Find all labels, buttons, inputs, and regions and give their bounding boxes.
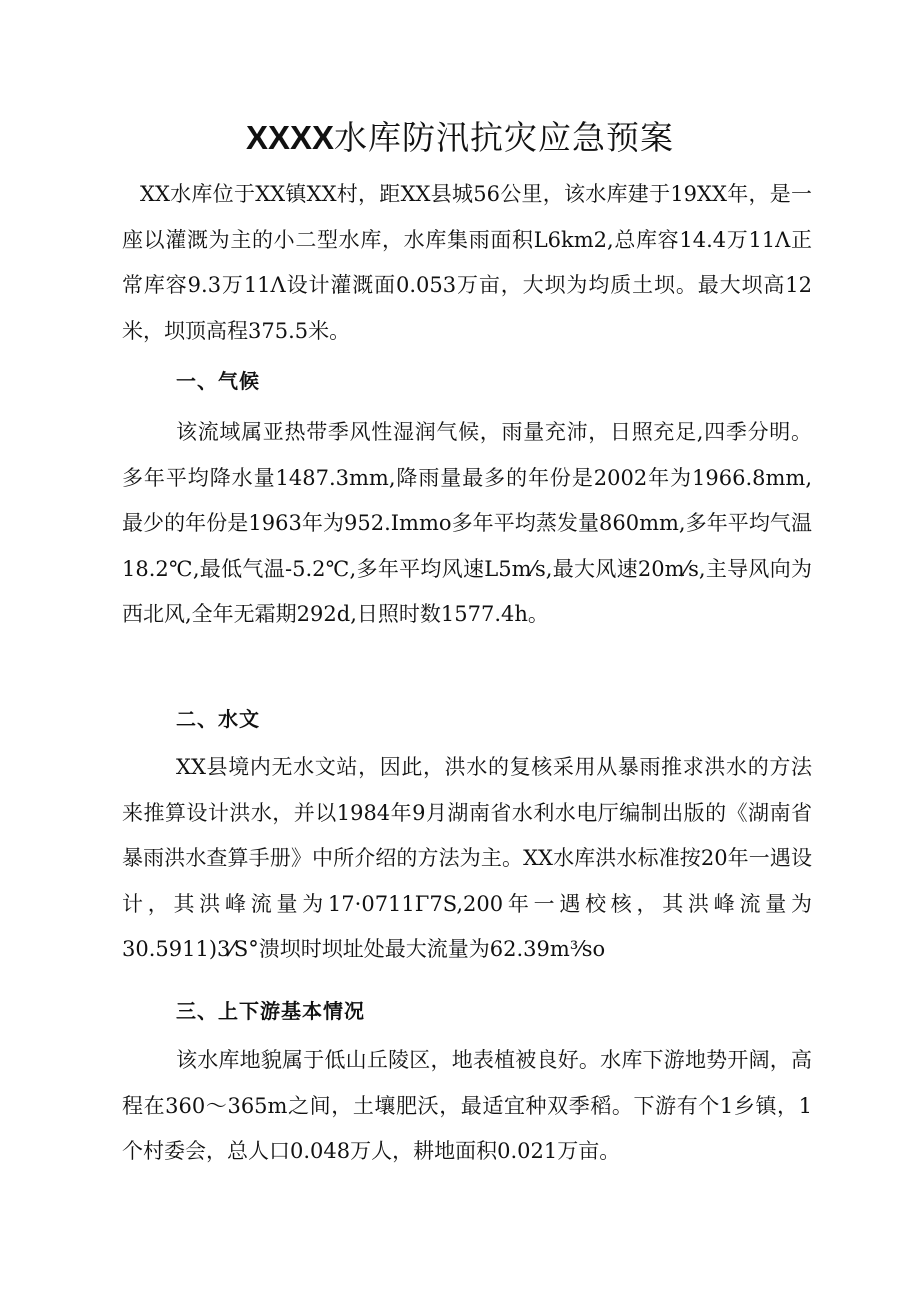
document-title (0, 112, 920, 164)
climate-paragraph: 该流域属亚热带季风性湿润气候，雨量充沛，日照充足,四季分明。多年平均降水量1487.3mm,降雨量最多的年份是2002年为1966.8mm,最少的年份是1963年为952.Immo多年平均蒸发量860mm,多年平均气温18.2℃,最低气温-5.2℃,多年平均风速L5m⁄s,最大风速20m⁄s,主导风向为西北风,全年无霜期292d,日照时数1577.4h。 (122, 420, 812, 626)
upstream-downstream-paragraph: 该水库地貌属于低山丘陵区，地表植被良好。水库下游地势开阔，高程在360～365m之间，土壤肥沃，最适宜种双季稻。下游有个1乡镇，1个村委会，总人口0.048万人，耕地面积0.021万亩。 (122, 1048, 812, 1163)
hydrology-paragraph: XX县境内无水文站，因此，洪水的复核采用从暴雨推求洪水的方法来推算设计洪水，并以1984年9月湖南省水利水电厅编制出版的《湖南省暴雨洪水查算手册》中所介绍的方法为主。XX水库洪水标准按20年一遇设计，其洪峰流量为17·0711Γ7S,200年一遇校核，其洪峰流量为30.5911)3⁄S°溃坝时坝址处最大流量为62.39m³⁄so (122, 755, 812, 961)
section-heading-climate: 一、气候 (176, 369, 260, 393)
section-heading-upstream-downstream: 三、上下游基本情况 (176, 999, 365, 1023)
section-heading-hydrology: 二、水文 (176, 707, 260, 731)
title-chinese: 水库防汛抗灾应急预案 (334, 118, 675, 157)
title-latin: XXXX (245, 119, 335, 156)
intro-paragraph: XX水库位于XX镇XX村，距XX县城56公里，该水库建于19XX年，是一座以灌溉为主的小二型水库，水库集雨面积L6km2,总库容14.4万11Λ正常库容9.3万11Λ设计灌溉面0.053万亩，大坝为均质土坝。最大坝高12米，坝顶高程375.5米。 (122, 182, 812, 343)
